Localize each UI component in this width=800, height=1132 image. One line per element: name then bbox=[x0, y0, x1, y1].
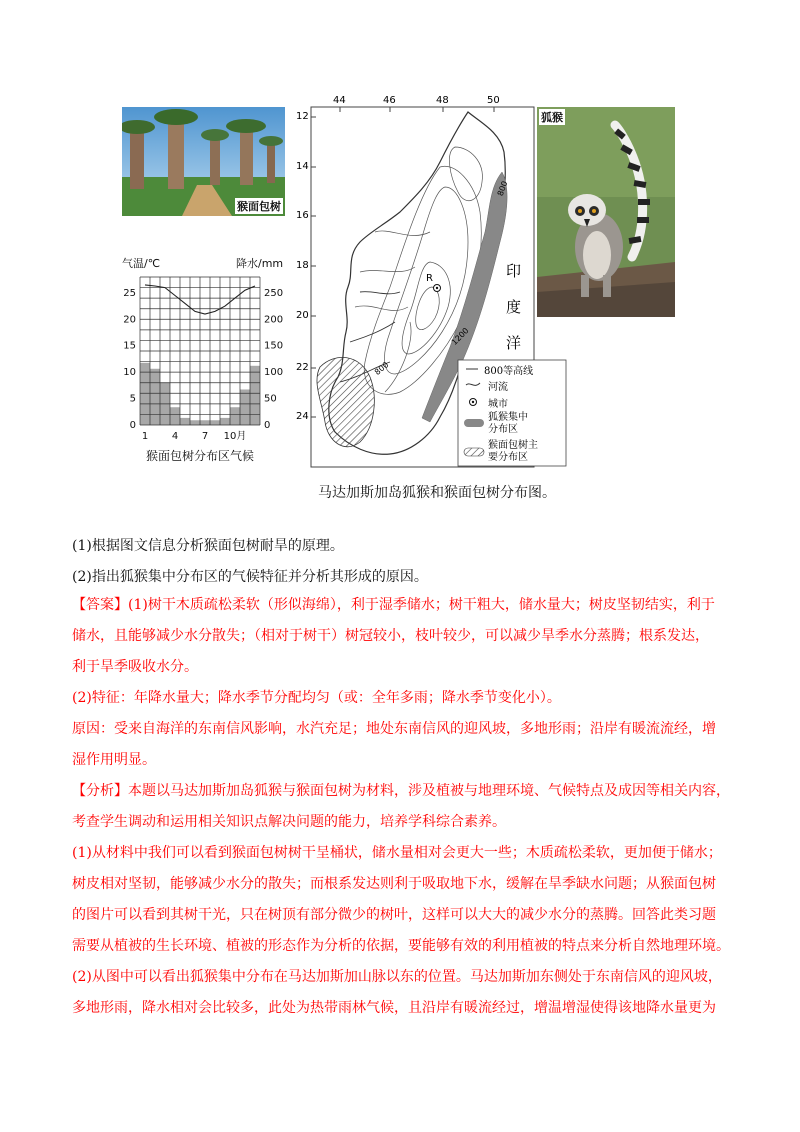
precip-tick-label: 200 bbox=[264, 314, 284, 326]
legend-lemur-label: 狐猴集中分布区 bbox=[488, 412, 528, 435]
lon-tick-46: 46 bbox=[383, 95, 396, 106]
precip-bar bbox=[180, 418, 190, 425]
lon-tick-50: 50 bbox=[487, 95, 500, 106]
precip-bar bbox=[190, 420, 200, 425]
analysis-line: 多地形雨，降水相对会比较多，此处为热带雨林气候，且沿岸有暖流经过，增温增湿使得该地降水量更为 bbox=[72, 1000, 716, 1016]
answer-line: 原因：受来自海洋的东南信风影响，水汽充足；地处东南信风的迎风坡，多地形雨；沿岸有暖流流经，增 bbox=[72, 721, 716, 737]
distribution-map bbox=[290, 92, 580, 470]
lon-tick-44: 44 bbox=[333, 95, 346, 106]
legend-city-label: 城市 bbox=[488, 399, 508, 410]
legend-contour-label: 800等高线 bbox=[484, 366, 534, 377]
temp-tick-label: 15 bbox=[123, 340, 136, 352]
ocean-label-1: 印 bbox=[506, 262, 522, 280]
lat-tick-20: 20 bbox=[296, 310, 309, 321]
analysis-line: 的图片可以看到其树干光，只在树顶有部分微少的树叶，这样可以大大的减少水分的蒸腾。回答此类习题 bbox=[72, 907, 716, 923]
lat-tick-22: 22 bbox=[296, 362, 309, 373]
contour-label: 800 bbox=[495, 179, 510, 198]
analysis-line: 【分析】本题以马达加斯加岛狐猴与猴面包树为材料，涉及植被与地理环境、气候特点及成因等相关内容， bbox=[72, 783, 730, 799]
precip-bar bbox=[230, 407, 240, 425]
analysis-line: 树皮相对坚韧，能够减少水分的散失；而根系发达则利于吸取地下水，缓解在旱季缺水问题；从猴面包树 bbox=[72, 876, 716, 892]
temp-axis-label: 气温/℃ bbox=[122, 257, 161, 270]
answer-block bbox=[72, 590, 732, 776]
baobab-photo bbox=[122, 107, 285, 216]
month-tick-label: 1 bbox=[141, 431, 149, 442]
lemur-photo-label: 狐猴 bbox=[541, 111, 563, 124]
temp-tick-label: 10 bbox=[123, 367, 136, 379]
city-label: R bbox=[426, 273, 433, 284]
figure-caption: 马达加斯加岛狐猴和猴面包树分布图。 bbox=[318, 485, 556, 501]
temp-tick-label: 0 bbox=[129, 420, 136, 431]
lat-tick-12: 12 bbox=[296, 111, 309, 122]
answer-line: 利于旱季吸收水分。 bbox=[72, 659, 198, 675]
answer-line: 【答案】(1)树干木质疏松柔软（形似海绵），利于湿季储水；树干粗大，储水量大；树皮坚韧结实，利于 bbox=[72, 597, 715, 613]
answer-line: (2)特征：年降水量大；降水季节分配均匀（或：全年多雨；降水季节变化小）。 bbox=[72, 690, 561, 706]
precip-bar bbox=[170, 407, 180, 425]
month-tick-label: 7 bbox=[201, 431, 209, 442]
precip-bar bbox=[240, 389, 250, 425]
lat-tick-14: 14 bbox=[296, 161, 309, 172]
analysis-line: (2)从图中可以看出狐猴集中分布在马达加斯加山脉以东的位置。马达加斯加东侧处于东南信风的迎风坡， bbox=[72, 969, 722, 985]
precip-tick-label: 250 bbox=[264, 287, 284, 299]
answer-line: 湿作用明显。 bbox=[72, 752, 156, 768]
legend-river-label: 河流 bbox=[488, 382, 508, 393]
temp-tick-label: 20 bbox=[123, 314, 136, 326]
climate-caption: 猴面包树分布区气候 bbox=[146, 449, 255, 463]
contour-label: 1200 bbox=[449, 326, 471, 347]
temp-tick-label: 25 bbox=[123, 287, 136, 299]
contour-label: 800 bbox=[372, 360, 391, 377]
lat-tick-24: 24 bbox=[296, 411, 309, 422]
question-1: (1)根据图文信息分析猴面包树耐旱的原理。 bbox=[72, 538, 344, 554]
analysis-line: (1)从材料中我们可以看到猴面包树树干呈桶状，储水量相对会更大一些；木质疏松柔软，更加便于储水； bbox=[72, 845, 722, 861]
temp-tick-label: 5 bbox=[129, 393, 136, 405]
answer-line: 储水，且能够减少水分散失；（相对于树干）树冠较小，枝叶较少，可以减少旱季水分蒸腾；根系发达， bbox=[72, 628, 709, 644]
precip-tick-label: 100 bbox=[264, 367, 284, 379]
analysis-block bbox=[72, 776, 732, 1024]
ocean-label-3: 洋 bbox=[506, 334, 522, 352]
question-2: (2)指出狐猴集中分布区的气候特征并分析其形成的原因。 bbox=[72, 569, 428, 585]
precip-bar bbox=[210, 420, 220, 425]
precip-bar bbox=[150, 369, 160, 425]
lat-tick-18: 18 bbox=[296, 260, 309, 271]
legend-baobab-label: 猴面包树主要分布区 bbox=[488, 440, 538, 463]
precip-bar bbox=[220, 418, 230, 425]
month-tick-label: 4 bbox=[171, 431, 179, 442]
ocean-label-2: 度 bbox=[506, 298, 522, 316]
precip-tick-label: 150 bbox=[264, 340, 284, 352]
precip-bar bbox=[250, 366, 260, 425]
precip-axis-label: 降水/mm bbox=[236, 257, 284, 270]
analysis-line: 需要从植被的生长环境、植被的形态作为分析的依据，要能够有效的利用植被的特点来分析自然地理环境。 bbox=[72, 938, 730, 954]
analysis-line: 考查学生调动和运用相关知识点解决问题的能力，培养学科综合素养。 bbox=[72, 814, 506, 830]
precip-bar bbox=[200, 420, 210, 425]
lon-tick-48: 48 bbox=[436, 95, 449, 106]
precip-tick-label: 0 bbox=[264, 420, 271, 431]
climate-svg bbox=[118, 255, 298, 470]
precip-tick-label: 50 bbox=[264, 393, 277, 405]
climate-chart bbox=[118, 255, 298, 470]
lat-tick-16: 16 bbox=[296, 210, 309, 221]
baobab-photo-label: 猴面包树 bbox=[237, 200, 281, 213]
month-tick-label: 10月 bbox=[223, 431, 247, 442]
